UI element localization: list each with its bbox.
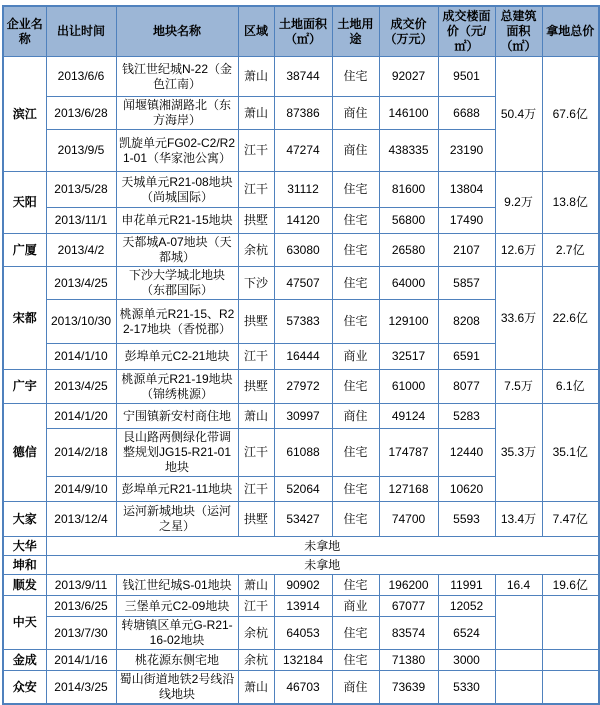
land-use-cell: 住宅 (332, 429, 379, 477)
plot-name-cell: 转塘镇区单元G-R21-16-02地块 (116, 617, 238, 650)
total-area-cell: 12.6万 (495, 234, 542, 267)
land-use-cell: 住宅 (332, 575, 379, 596)
plot-name-cell: 钱江世纪城S-01地块 (116, 575, 238, 596)
header-floor-price: 成交楼面价（元/㎡） (438, 6, 495, 57)
total-price-cell (542, 596, 599, 650)
company-cell: 大华 (3, 537, 46, 556)
header-district: 区域 (238, 6, 274, 57)
price-cell: 73639 (379, 671, 438, 705)
company-cell: 中天 (3, 596, 46, 650)
land-area-cell: 52064 (274, 477, 332, 502)
plot-name-cell: 桃源单元R21-19地块（锦绣桃源） (116, 370, 238, 404)
plot-name-cell: 宁围镇新安村商住地 (116, 404, 238, 429)
header-land-use: 土地用途 (332, 6, 379, 57)
plot-name-cell: 彭埠单元R21-11地块 (116, 477, 238, 502)
land-use-cell: 住宅 (332, 502, 379, 537)
floor-price-cell: 10620 (438, 477, 495, 502)
district-cell: 江干 (238, 477, 274, 502)
date-cell: 2013/9/11 (46, 575, 116, 596)
district-cell: 江干 (238, 596, 274, 617)
date-cell: 2014/2/18 (46, 429, 116, 477)
header-total-land-price: 拿地总价 (542, 6, 599, 57)
district-cell: 萧山 (238, 57, 274, 97)
price-cell: 64000 (379, 267, 438, 300)
table-row (3, 575, 599, 596)
district-cell: 余杭 (238, 617, 274, 650)
floor-price-cell: 6524 (438, 617, 495, 650)
no-land-cell: 未拿地 (46, 537, 599, 556)
floor-price-cell: 8208 (438, 300, 495, 344)
total-area-cell: 13.4万 (495, 502, 542, 537)
floor-price-cell: 5857 (438, 267, 495, 300)
land-area-cell: 14120 (274, 208, 332, 234)
land-use-cell: 住宅 (332, 650, 379, 671)
land-area-cell: 63080 (274, 234, 332, 267)
land-use-cell: 住宅 (332, 617, 379, 650)
land-acquisition-table (2, 5, 600, 705)
floor-price-cell: 11991 (438, 575, 495, 596)
land-area-cell: 47507 (274, 267, 332, 300)
total-area-cell (495, 596, 542, 650)
land-area-cell: 87386 (274, 97, 332, 130)
land-use-cell: 住宅 (332, 57, 379, 97)
total-area-cell (495, 671, 542, 705)
plot-name-cell: 凯旋单元FG02-C2/R21-01（华家池公寓） (116, 130, 238, 172)
price-cell: 83574 (379, 617, 438, 650)
land-area-cell: 57383 (274, 300, 332, 344)
price-cell: 146100 (379, 97, 438, 130)
total-area-cell: 16.4 (495, 575, 542, 596)
floor-price-cell: 2107 (438, 234, 495, 267)
total-price-cell: 67.6亿 (542, 57, 599, 172)
header-row (3, 6, 599, 57)
company-cell: 滨江 (3, 57, 46, 172)
district-cell: 拱墅 (238, 370, 274, 404)
total-price-cell (542, 671, 599, 705)
land-use-cell: 商业 (332, 596, 379, 617)
floor-price-cell: 12440 (438, 429, 495, 477)
land-use-cell: 商住 (332, 97, 379, 130)
table-row (3, 404, 599, 429)
land-area-cell: 38744 (274, 57, 332, 97)
table-row (3, 502, 599, 537)
land-area-cell: 30997 (274, 404, 332, 429)
date-cell: 2013/9/5 (46, 130, 116, 172)
company-cell: 广厦 (3, 234, 46, 267)
total-price-cell: 35.1亿 (542, 404, 599, 502)
date-cell: 2013/6/25 (46, 596, 116, 617)
price-cell: 67077 (379, 596, 438, 617)
date-cell: 2013/12/4 (46, 502, 116, 537)
district-cell: 江干 (238, 172, 274, 208)
table-row (3, 234, 599, 267)
total-price-cell: 19.6亿 (542, 575, 599, 596)
district-cell: 拱墅 (238, 502, 274, 537)
land-area-cell: 61088 (274, 429, 332, 477)
district-cell: 拱墅 (238, 208, 274, 234)
district-cell: 余杭 (238, 234, 274, 267)
company-cell: 金成 (3, 650, 46, 671)
total-area-cell: 7.5万 (495, 370, 542, 404)
total-price-cell: 2.7亿 (542, 234, 599, 267)
date-cell: 2013/4/25 (46, 370, 116, 404)
price-cell: 81600 (379, 172, 438, 208)
land-area-cell: 90902 (274, 575, 332, 596)
price-cell: 61000 (379, 370, 438, 404)
price-cell: 129100 (379, 300, 438, 344)
floor-price-cell: 5330 (438, 671, 495, 705)
company-cell: 顺发 (3, 575, 46, 596)
table-row (3, 370, 599, 404)
date-cell: 2013/6/6 (46, 57, 116, 97)
company-cell: 宋都 (3, 267, 46, 370)
plot-name-cell: 蜀山街道地铁2号线沿线地块 (116, 671, 238, 705)
company-cell: 天阳 (3, 172, 46, 234)
district-cell: 萧山 (238, 404, 274, 429)
land-area-cell: 27972 (274, 370, 332, 404)
price-cell: 71380 (379, 650, 438, 671)
price-cell: 26580 (379, 234, 438, 267)
floor-price-cell: 12052 (438, 596, 495, 617)
total-area-cell (495, 650, 542, 671)
date-cell: 2013/5/28 (46, 172, 116, 208)
date-cell: 2014/1/20 (46, 404, 116, 429)
floor-price-cell: 13804 (438, 172, 495, 208)
total-price-cell: 13.8亿 (542, 172, 599, 234)
header-transfer-date: 出让时间 (46, 6, 116, 57)
price-cell: 56800 (379, 208, 438, 234)
land-use-cell: 住宅 (332, 208, 379, 234)
plot-name-cell: 下沙大学城北地块（东郡国际） (116, 267, 238, 300)
table-row (3, 172, 599, 208)
header-company-name: 企业名称 (3, 6, 46, 57)
district-cell: 余杭 (238, 650, 274, 671)
no-land-cell: 未拿地 (46, 556, 599, 575)
price-cell: 127168 (379, 477, 438, 502)
land-area-cell: 31112 (274, 172, 332, 208)
land-area-cell: 46703 (274, 671, 332, 705)
company-cell: 广宇 (3, 370, 46, 404)
district-cell: 江干 (238, 130, 274, 172)
floor-price-cell: 9501 (438, 57, 495, 97)
company-cell: 坤和 (3, 556, 46, 575)
date-cell: 2014/3/25 (46, 671, 116, 705)
floor-price-cell: 5593 (438, 502, 495, 537)
land-use-cell: 住宅 (332, 477, 379, 502)
plot-name-cell: 彭埠单元C2-21地块 (116, 344, 238, 370)
land-area-cell: 53427 (274, 502, 332, 537)
plot-name-cell: 运河新城地块（运河之星） (116, 502, 238, 537)
company-cell: 大家 (3, 502, 46, 537)
company-cell: 德信 (3, 404, 46, 502)
floor-price-cell: 23190 (438, 130, 495, 172)
total-price-cell: 7.47亿 (542, 502, 599, 537)
floor-price-cell: 3000 (438, 650, 495, 671)
total-area-cell: 9.2万 (495, 172, 542, 234)
land-area-cell: 64053 (274, 617, 332, 650)
plot-name-cell: 三堡单元C2-09地块 (116, 596, 238, 617)
price-cell: 438335 (379, 130, 438, 172)
price-cell: 49124 (379, 404, 438, 429)
land-use-cell: 商住 (332, 671, 379, 705)
land-use-cell: 住宅 (332, 370, 379, 404)
plot-name-cell: 艮山路两侧绿化带调整规划JG15-R21-01地块 (116, 429, 238, 477)
land-use-cell: 商住 (332, 130, 379, 172)
land-use-cell: 住宅 (332, 300, 379, 344)
land-use-cell: 商业 (332, 344, 379, 370)
header-land-area: 土地面积（㎡） (274, 6, 332, 57)
table-row (3, 596, 599, 617)
total-price-cell: 22.6亿 (542, 267, 599, 370)
total-area-cell: 33.6万 (495, 267, 542, 370)
floor-price-cell: 6591 (438, 344, 495, 370)
total-price-cell: 6.1亿 (542, 370, 599, 404)
date-cell: 2014/9/10 (46, 477, 116, 502)
total-area-cell: 50.4万 (495, 57, 542, 172)
date-cell: 2014/1/16 (46, 650, 116, 671)
price-cell: 92027 (379, 57, 438, 97)
plot-name-cell: 闻堰镇湘湖路北（东方海岸） (116, 97, 238, 130)
company-cell: 众安 (3, 671, 46, 705)
district-cell: 下沙 (238, 267, 274, 300)
header-price: 成交价（万元） (379, 6, 438, 57)
date-cell: 2013/4/25 (46, 267, 116, 300)
price-cell: 74700 (379, 502, 438, 537)
date-cell: 2013/11/1 (46, 208, 116, 234)
land-use-cell: 商住 (332, 404, 379, 429)
land-area-cell: 132184 (274, 650, 332, 671)
land-area-cell: 47274 (274, 130, 332, 172)
price-cell: 32517 (379, 344, 438, 370)
plot-name-cell: 桃源单元R21-15、R22-17地块（香悦郡） (116, 300, 238, 344)
plot-name-cell: 桃花源东侧宅地 (116, 650, 238, 671)
land-use-cell: 住宅 (332, 234, 379, 267)
date-cell: 2013/6/28 (46, 97, 116, 130)
plot-name-cell: 申花单元R21-15地块 (116, 208, 238, 234)
price-cell: 196200 (379, 575, 438, 596)
plot-name-cell: 天都城A-07地块（天都城） (116, 234, 238, 267)
table-row (3, 671, 599, 705)
table-row (3, 57, 599, 97)
table-row (3, 650, 599, 671)
date-cell: 2013/10/30 (46, 300, 116, 344)
district-cell: 江干 (238, 429, 274, 477)
date-cell: 2013/4/2 (46, 234, 116, 267)
plot-name-cell: 钱江世纪城N-22（金色江南） (116, 57, 238, 97)
date-cell: 2013/7/30 (46, 617, 116, 650)
land-area-cell: 13914 (274, 596, 332, 617)
plot-name-cell: 天城单元R21-08地块（尚城国际） (116, 172, 238, 208)
floor-price-cell: 17490 (438, 208, 495, 234)
district-cell: 萧山 (238, 97, 274, 130)
land-use-cell: 住宅 (332, 172, 379, 208)
total-price-cell (542, 650, 599, 671)
table-row (3, 537, 599, 556)
floor-price-cell: 8077 (438, 370, 495, 404)
price-cell: 174787 (379, 429, 438, 477)
table-row (3, 267, 599, 300)
header-plot-name: 地块名称 (116, 6, 238, 57)
floor-price-cell: 5283 (438, 404, 495, 429)
district-cell: 萧山 (238, 671, 274, 705)
land-area-cell: 16444 (274, 344, 332, 370)
land-use-cell: 住宅 (332, 267, 379, 300)
district-cell: 拱墅 (238, 300, 274, 344)
district-cell: 萧山 (238, 575, 274, 596)
header-total-building-area: 总建筑面积（㎡） (495, 6, 542, 57)
district-cell: 江干 (238, 344, 274, 370)
total-area-cell: 35.3万 (495, 404, 542, 502)
date-cell: 2014/1/10 (46, 344, 116, 370)
table-row (3, 556, 599, 575)
floor-price-cell: 6688 (438, 97, 495, 130)
